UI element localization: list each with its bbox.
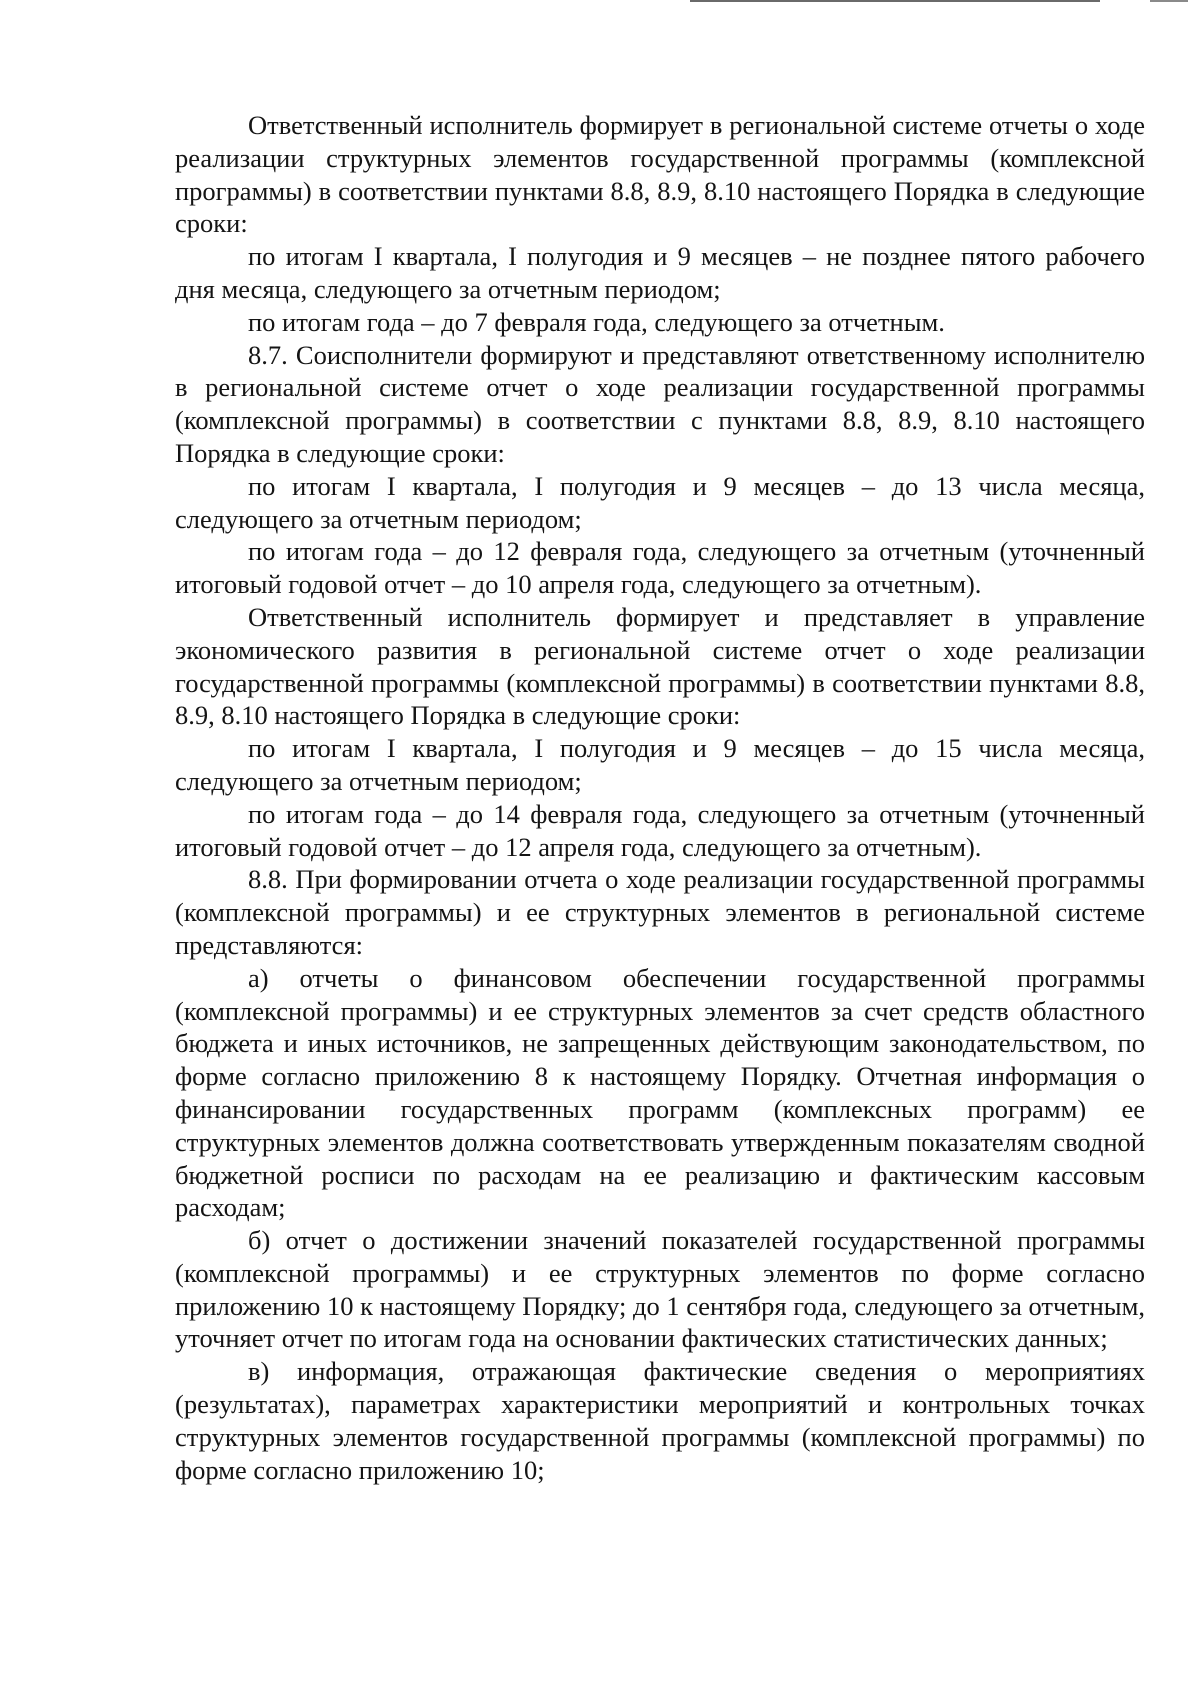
paragraph-year-deadline: по итогам года – до 7 февраля года, следующего за отчетным. <box>248 306 945 337</box>
paragraph-coexecutors-year: по итогам года – до 12 февраля года, следующего за отчетным (уточненный итоговый годовой отчет – до 10 апреля года, следующего за отчетным). <box>175 536 1145 600</box>
paragraph-economic-year: по итогам года – до 14 февраля года, следующего за отчетным (уточненный итоговый годовой отчет – до 12 апреля года, следующего за отчетным). <box>175 798 1145 862</box>
paragraph-coexecutors-quarter: по итогам I квартала, I полугодия и 9 месяцев – до 13 числа месяца, следующего за отчетным периодом; <box>175 470 1145 534</box>
paragraph-8-8: 8.8. При формировании отчета о ходе реализации государственной программы (комплексной программы) и ее структурных элементов в региональной системе представляются: <box>175 864 1145 960</box>
paragraph-item-v: в) информация, отражающая фактические сведения о мероприятиях (результатах), параметрах характеристики мероприятий и контрольных точках структурных элементов государственной программы (комплексной программы) по форме согласно приложению 10; <box>175 1356 1145 1485</box>
paragraph-quarter-deadline: по итогам I квартала, I полугодия и 9 месяцев – не позднее пятого рабочего дня месяца, следующего за отчетным периодом; <box>175 241 1145 304</box>
scan-edge-line <box>690 0 1100 2</box>
paragraph-8-7: 8.7. Соисполнители формируют и представляют ответственному исполнителю в региональной системе отчет о ходе реализации государственной программы (комплексной программы) в соответствии с пунктами 8.8, 8.9, 8.10 настоящего Порядка в следующие сроки: <box>175 339 1145 468</box>
paragraph-responsible-reports: Ответственный исполнитель формирует в региональной системе отчеты о ходе реализации структурных элементов государственной программы (комплексной программы) в соответствии пунктами 8.8, 8.9, 8.10 настоящего Порядка в следующие сроки: <box>175 110 1145 239</box>
scan-edge-mark <box>1150 0 1188 2</box>
paragraph-economic-quarter: по итогам I квартала, I полугодия и 9 месяцев – до 15 числа месяца, следующего за отчетным периодом; <box>175 733 1145 796</box>
document-body <box>175 109 1145 1486</box>
paragraph-item-b: б) отчет о достижении значений показателей государственной программы (комплексной программы) и ее структурных элементов по форме согласно приложению 10 к настоящему Порядку; до 1 сентября года, следующего за отчетным, уточняет отчет по итогам года на основании фактических статистических данных; <box>175 1225 1145 1354</box>
paragraph-economic-department: Ответственный исполнитель формирует и представляет в управление экономического развития в региональной системе отчет о ходе реализации государственной программы (комплексной программы) в соответствии пунктами 8.8, 8.9, 8.10 настоящего Порядка в следующие сроки: <box>175 601 1145 731</box>
paragraph-item-a: а) отчеты о финансовом обеспечении государственной программы (комплексной программы) и ее структурных элементов за счет средств областного бюджета и иных источников, не запрещенных действующим законодательством, по форме согласно приложению 8 к настоящему Порядку. Отчетная информация о финансировании государственных программ (комплексных программ) ее структурных элементов должна соответствовать утвержденным показателям сводной бюджетной росписи по расходам на ее реализацию и фактическим кассовым расходам; <box>175 962 1145 1223</box>
